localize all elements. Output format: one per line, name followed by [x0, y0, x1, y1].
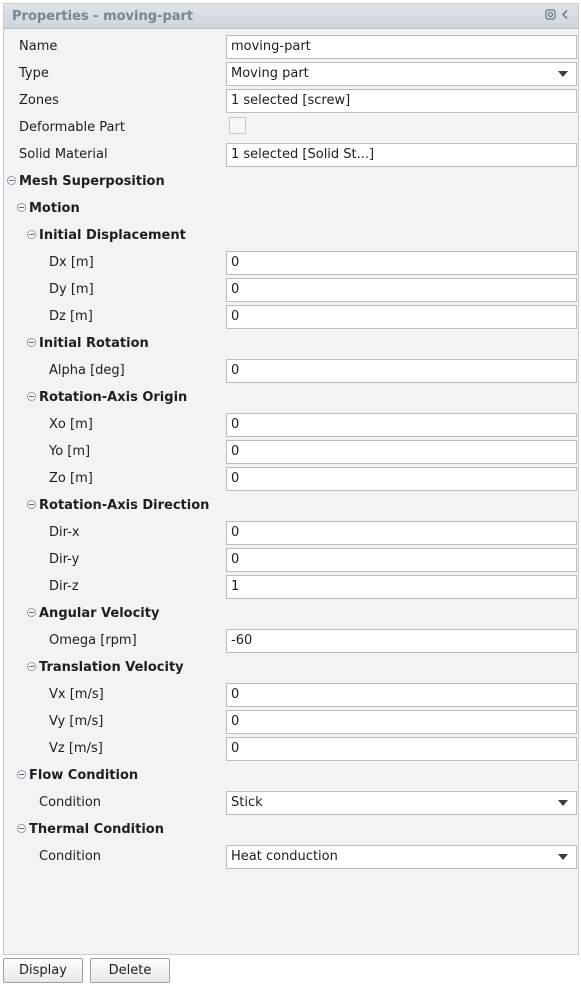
thermal-condition-row — [4, 843, 578, 870]
dirz-field[interactable]: 1 — [226, 575, 577, 599]
vx-label: Vx [m/s] — [49, 687, 104, 702]
diry-row — [4, 546, 578, 573]
yo-row — [4, 438, 578, 465]
zones-field[interactable]: 1 selected [screw] — [226, 89, 577, 113]
motion-title: Motion — [29, 201, 80, 216]
chevron-down-icon — [558, 854, 568, 860]
alpha-field[interactable]: 0 — [226, 359, 577, 383]
thermal-condition-title: Thermal Condition — [29, 822, 164, 837]
dz-label: Dz [m] — [49, 309, 93, 324]
name-label: Name — [19, 39, 58, 54]
xo-row — [4, 411, 578, 438]
dx-field[interactable]: 0 — [226, 251, 577, 275]
rotation-axis-direction-title: Rotation-Axis Direction — [39, 498, 210, 513]
xo-field[interactable]: 0 — [226, 413, 577, 437]
flow-condition-title: Flow Condition — [29, 768, 139, 783]
collapse-icon[interactable] — [27, 338, 36, 347]
omega-field[interactable]: -60 — [226, 629, 577, 653]
dirz-label: Dir-z — [49, 579, 79, 594]
collapse-icon[interactable] — [27, 608, 36, 617]
type-select-value: Moving part — [231, 66, 309, 81]
omega-row — [4, 627, 578, 654]
collapse-icon[interactable] — [17, 203, 26, 212]
vy-row — [4, 708, 578, 735]
vy-label: Vy [m/s] — [49, 714, 104, 729]
yo-field[interactable]: 0 — [226, 440, 577, 464]
titlebar-icons — [545, 8, 573, 22]
zones-label: Zones — [19, 93, 59, 108]
thermal-condition-select[interactable] — [226, 845, 577, 869]
type-select[interactable] — [226, 62, 577, 86]
name-field[interactable]: moving-part — [226, 35, 577, 59]
dz-row — [4, 303, 578, 330]
type-label: Type — [19, 66, 49, 81]
angular-velocity-title: Angular Velocity — [39, 606, 160, 621]
zo-row — [4, 465, 578, 492]
collapse-icon[interactable] — [27, 230, 36, 239]
thermal-condition-label: Condition — [39, 849, 102, 864]
dx-label: Dx [m] — [49, 255, 94, 270]
dy-row — [4, 276, 578, 303]
display-button[interactable]: Display — [3, 958, 83, 983]
dy-label: Dy [m] — [49, 282, 94, 297]
initial-displacement-title: Initial Displacement — [39, 228, 186, 243]
zo-label: Zo [m] — [49, 471, 93, 486]
flow-condition-header[interactable] — [4, 762, 578, 789]
flow-condition-value: Stick — [231, 795, 263, 810]
collapse-icon[interactable] — [27, 392, 36, 401]
collapse-panel-icon[interactable] — [561, 8, 573, 22]
collapse-icon[interactable] — [17, 770, 26, 779]
deformable-label: Deformable Part — [19, 120, 125, 135]
name-row — [4, 33, 578, 60]
alpha-row — [4, 357, 578, 384]
dx-row — [4, 249, 578, 276]
collapse-icon[interactable] — [27, 662, 36, 671]
dirx-label: Dir-x — [49, 525, 80, 540]
properties-panel — [3, 3, 579, 955]
angular-velocity-header[interactable] — [4, 600, 578, 627]
dz-field[interactable]: 0 — [226, 305, 577, 329]
translation-velocity-header[interactable] — [4, 654, 578, 681]
collapse-icon[interactable] — [27, 500, 36, 509]
vx-row — [4, 681, 578, 708]
translation-velocity-title: Translation Velocity — [39, 660, 184, 675]
xo-label: Xo [m] — [49, 417, 93, 432]
chevron-down-icon — [558, 800, 568, 806]
zones-row — [4, 87, 578, 114]
pin-icon[interactable] — [545, 8, 557, 22]
flow-condition-select[interactable] — [226, 791, 577, 815]
diry-label: Dir-y — [49, 552, 80, 567]
vx-field[interactable]: 0 — [226, 683, 577, 707]
solid-material-row — [4, 141, 578, 168]
mesh-superposition-header[interactable] — [4, 168, 578, 195]
collapse-icon[interactable] — [17, 824, 26, 833]
flow-condition-label: Condition — [39, 795, 102, 810]
delete-button[interactable]: Delete — [90, 958, 170, 983]
initial-displacement-header[interactable] — [4, 222, 578, 249]
vz-row — [4, 735, 578, 762]
collapse-icon[interactable] — [7, 176, 16, 185]
dirx-row — [4, 519, 578, 546]
vy-field[interactable]: 0 — [226, 710, 577, 734]
rotation-axis-origin-title: Rotation-Axis Origin — [39, 390, 188, 405]
vz-label: Vz [m/s] — [49, 741, 103, 756]
diry-field[interactable]: 0 — [226, 548, 577, 572]
thermal-condition-header[interactable] — [4, 816, 578, 843]
omega-label: Omega [rpm] — [49, 633, 137, 648]
zo-field[interactable]: 0 — [226, 467, 577, 491]
initial-rotation-header[interactable] — [4, 330, 578, 357]
motion-header[interactable] — [4, 195, 578, 222]
panel-titlebar — [4, 4, 578, 29]
panel-title: Properties - moving-part — [12, 9, 194, 24]
mesh-superposition-title: Mesh Superposition — [19, 174, 165, 189]
rotation-axis-direction-header[interactable] — [4, 492, 578, 519]
flow-condition-row — [4, 789, 578, 816]
thermal-condition-value: Heat conduction — [231, 849, 338, 864]
rotation-axis-origin-header[interactable] — [4, 384, 578, 411]
yo-label: Yo [m] — [49, 444, 91, 459]
solid-material-field[interactable]: 1 selected [Solid St...] — [226, 143, 577, 167]
solid-material-label: Solid Material — [19, 147, 108, 162]
alpha-label: Alpha [deg] — [49, 363, 125, 378]
chevron-down-icon — [558, 71, 568, 77]
dy-field[interactable]: 0 — [226, 278, 577, 302]
deformable-checkbox[interactable] — [229, 117, 246, 134]
deformable-row — [4, 114, 578, 141]
vz-field[interactable]: 0 — [226, 737, 577, 761]
initial-rotation-title: Initial Rotation — [39, 336, 149, 351]
dirz-row — [4, 573, 578, 600]
type-row — [4, 60, 578, 87]
dirx-field[interactable]: 0 — [226, 521, 577, 545]
